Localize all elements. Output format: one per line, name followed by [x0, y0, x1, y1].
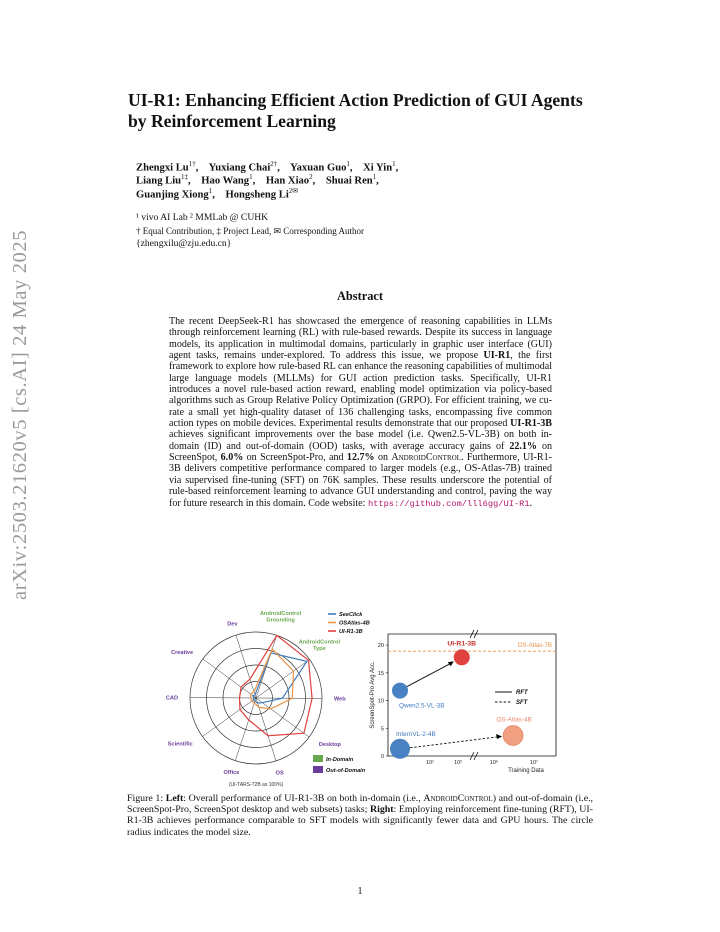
- author-name: Guanjing Xiong: [136, 189, 209, 201]
- author-mark: 2†: [270, 160, 278, 168]
- figure-1-graphic: [165, 606, 560, 788]
- figure-1: [165, 606, 560, 788]
- x-tick-label: 10²: [454, 760, 462, 766]
- legend-label: Out-of-Domain: [326, 768, 366, 774]
- point-label: OS-Atlas-4B: [496, 716, 532, 724]
- radar-axis-label: Dev: [227, 621, 238, 628]
- radar-spoke: [235, 698, 256, 761]
- figure-caption: [127, 793, 593, 838]
- radar-normalization-note: (UI-TARS-72B as 100%): [228, 782, 284, 788]
- author-mark: 1: [249, 173, 253, 181]
- author-line-1: Zhengxi $Lu^{1\dagger}$, Yuxiang Chai$^{2\dagger}$, Yaxuan Guo$^1$, Xi Yin$^1$,: [136, 160, 399, 174]
- page-number: 1: [357, 886, 363, 897]
- abstract-fragment: on: [374, 452, 392, 464]
- author-name: Hao Wang: [201, 175, 250, 187]
- radar-axis-label: Desktop: [318, 742, 341, 749]
- author-name: Yaxuan Guo: [290, 162, 347, 174]
- abstract-bold: 12.7%: [346, 452, 375, 464]
- author-mark: 2✉: [288, 187, 299, 195]
- radar-axis-label: CAD: [165, 695, 179, 702]
- caption-fragment: ) and out-of-domain (i.e., ScreenSpot-Pro, ScreenSpot desktop and web subsets) tasks;: [127, 793, 594, 816]
- legend-sft-label: SFT: [516, 700, 528, 706]
- point-os-atlas-4b: [503, 725, 523, 745]
- scatter-chart: [370, 630, 556, 774]
- abstract-fragment: on ScreenSpot-Pro, and: [243, 452, 347, 464]
- point-label: Qwen2.5-VL-3B: [399, 702, 445, 710]
- radar-series-ui-r1-3b: [240, 635, 313, 735]
- caption-right-label: Right: [369, 804, 394, 816]
- abstract-fragment: on ScreenSpot,: [169, 440, 552, 464]
- point-qwen2-5-vl-3b: [392, 683, 408, 699]
- abstract-bold: 22.1%: [509, 440, 537, 452]
- code-website-link[interactable]: https://github.com/lll6gg/UI-R1: [367, 498, 530, 509]
- author-mark: 1: [208, 187, 213, 195]
- x-tick-label: 10⁷: [530, 760, 538, 766]
- radar-axis-label: Office: [223, 770, 240, 777]
- radar-axis-label: AndroidControl Grounding: [259, 610, 302, 624]
- point-internvl-2-4b: [390, 739, 410, 759]
- radar-axis-label: Scientific: [167, 741, 193, 748]
- y-tick-label: 10: [377, 698, 384, 705]
- rft-arrow-head: [448, 661, 454, 666]
- abstract-bold: UI-R1: [483, 350, 511, 362]
- legend-label: In-Domain: [326, 757, 354, 763]
- y-tick-label: 5: [380, 726, 384, 733]
- affiliations: ¹ vivo AI Lab ² MMLab @ CUHK: [136, 212, 269, 223]
- abstract-fragment: .: [529, 497, 533, 509]
- author-mark: 2: [309, 173, 313, 181]
- radar-axis-label: OS: [275, 770, 284, 777]
- author-mark: 1: [392, 160, 396, 168]
- y-tick-label: 15: [377, 670, 384, 677]
- abstract-fragment: . Furthermore, UI-R1-3B delivers competitive performance compared to larger models (e.g., OS-Atlas-7B) trained via supervised fine-tuning (SFT) on 76K samples. These results underscore the potential of rule-based reinforcement learning to advance GUI understanding and control, paving the way for future research in this domain. Code website:: [169, 452, 552, 509]
- author-line-3: Guanjing Xiong$^1$, Hongsheng $Li^{2✉}$: [136, 187, 299, 201]
- legend-rft-label: RFT: [516, 690, 528, 696]
- point-ui-r1-3b: [454, 649, 470, 665]
- arxiv-identifier-stamp: arXiv:2503.21620v5 [cs.AI] 24 May 2025: [9, 229, 31, 600]
- radar-spoke: [236, 635, 256, 698]
- paper-title: UI-R1: Enhancing Efficient Action Prediction of GUI Agents by Reinforcement Learning: [128, 90, 583, 131]
- author-mark: 1‡: [181, 173, 189, 181]
- radar-axis-label: Creative: [171, 649, 194, 656]
- sft-arrow: [410, 736, 501, 747]
- y-axis-label: ScreenSpot-Pro Avg Acc.: [370, 661, 376, 729]
- y-tick-label: 20: [377, 643, 384, 650]
- caption-fragment: : Employing reinforcement fine-tuning (RFT), UI-R1-3B achieves performance comparable to SFT models with significantly fewer data and GPU hours. The circle radius indicates the model size.: [127, 804, 593, 838]
- abstract-text: [169, 316, 552, 510]
- abstract-smallcaps: AndroidControl: [391, 452, 461, 464]
- author-name: Xi Yin: [363, 162, 393, 174]
- sft-arrow-head: [496, 734, 502, 739]
- reference-line-label: OS-Atlas-7B: [517, 642, 552, 650]
- radar-axis-label: AndroidControl Type: [298, 639, 341, 653]
- abstract-fragment: The recent DeepSeek-R1 has showcased the emergence of reasoning capabilities in LLMs through reinforcement learning (RL) with rule-based rewards. Despite its success in language models, its application in multimodal domains, particularly in graphic user interface (GUI) agent tasks, remains under-explored. To address this issue, we propose: [169, 316, 552, 362]
- y-tick-label: 0: [380, 754, 384, 760]
- caption-label: Figure 1:: [127, 793, 164, 804]
- radar-axis-label: Web: [333, 696, 346, 703]
- point-label: UI-R1-3B: [447, 640, 477, 648]
- legend-label: SeeClick: [339, 612, 363, 618]
- author-name: Liang Liu: [136, 175, 182, 187]
- x-axis-label: Training Data: [508, 768, 544, 774]
- author-name: Yuxiang Chai: [208, 162, 271, 174]
- author-mark: 1: [346, 160, 350, 168]
- abstract-fragment: achieves significant improvements over the base model (i.e. Qwen2.5-VL-3B) on both in-domain (ID) and out-of-domain (OOD) tasks, with average accuracy gains of: [169, 429, 552, 452]
- author-name: Hongsheng Li: [225, 189, 289, 201]
- x-tick-label: 10⁶: [489, 760, 499, 766]
- author-mark: 1†: [188, 160, 196, 168]
- radar-spoke: [256, 635, 277, 698]
- author-line-2: Liang Liu$^{1\ddagger}$, Hao Wang$^1$, Han Xiao$^2$, Shuai Ren$^1$,: [136, 173, 379, 187]
- abstract-bold: UI-R1-3B: [510, 418, 552, 430]
- x-tick-label: 10¹: [426, 760, 434, 766]
- abstract-heading: Abstract: [336, 289, 384, 303]
- contribution-notes: † Equal Contribution, ‡ Project Lead, ✉ Corresponding Author: [136, 226, 365, 236]
- abstract-bold: 6.0%: [220, 452, 244, 464]
- caption-left-label: Left: [165, 793, 184, 804]
- rft-arrow: [407, 662, 453, 686]
- contact-email: {zhengxilu@zju.edu.cn}: [136, 238, 232, 249]
- author-name: Shuai Ren: [325, 175, 373, 187]
- legend-label: OSAtlas-4B: [339, 620, 370, 627]
- legend-label: UI-R1-3B: [339, 629, 363, 635]
- author-name: Han Xiao: [265, 175, 310, 187]
- abstract-fragment: , the first framework to explore how rule-based RL can enhance the reasoning capabilities of multimodal large language models (MLLMs) for GUI action prediction tasks. Specifically, UI-R1 introduces a novel rule-based action reward, enabling model optimization via policy-based algorithms such as Group Relative Policy Optimization (GRPO). For efficient training, we curate a small yet high-quality dataset of 136 challenging tasks, encompassing five common action types on mobile devices. Experimental results demonstrate that our proposed: [169, 350, 552, 430]
- caption-fragment: : Overall performance of UI-R1-3B on both in-domain (i.e.,: [183, 793, 424, 804]
- radar-chart: [166, 611, 370, 788]
- legend-swatch-out-of-domain: [313, 766, 323, 773]
- point-label: InternVL-2-4B: [396, 730, 436, 738]
- author-mark: 1: [372, 173, 377, 181]
- legend-swatch-in-domain: [313, 755, 323, 762]
- author-name: Zhengxi Lu: [136, 162, 189, 174]
- caption-smallcaps: AndroidControl: [423, 793, 493, 804]
